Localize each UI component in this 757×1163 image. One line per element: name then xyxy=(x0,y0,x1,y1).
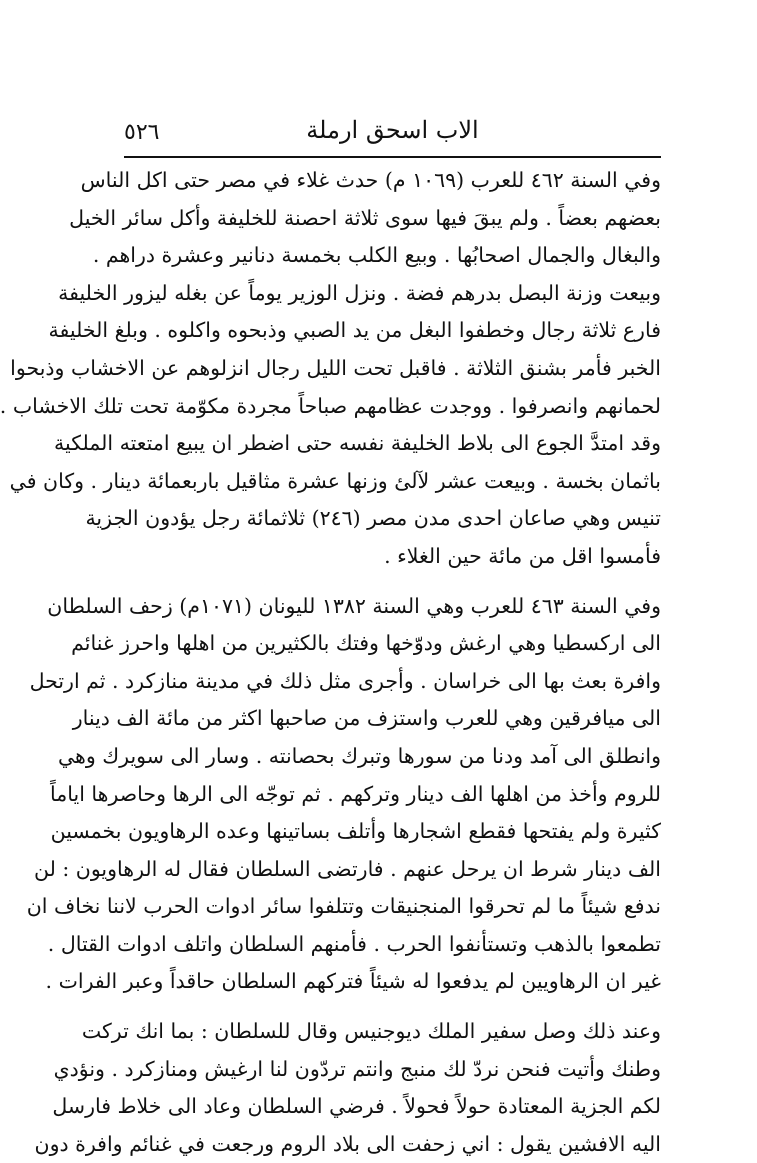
text-line: للروم وأخذ من اهلها الف دينار وتركهم . ثم توجّه الى الرها وحاصرها اياماً xyxy=(50,781,661,806)
text-line: فارع ثلاثة رجال وخطفوا البغل من يد الصبي وذبحوه واكلوه . وبلغ الخليفة xyxy=(48,318,661,343)
text-line: وفي السنة ٤٦٢ للعرب (١٠٦٩ م) حدث غلاء في مصر حتى اكل الناس xyxy=(80,168,661,192)
paragraph xyxy=(34,1013,661,1163)
text-line: وطنك وأتيت فنحن نردّ لك منبج وانتم تردّون لنا ارغيش ومنازكرد . ونؤدي xyxy=(53,1056,661,1081)
text-line: غير ان الرهاويين لم يدفعوا له شيئاً فتركهم السلطان حاقداً وعبر الفرات . xyxy=(45,969,661,994)
text-line: وانطلق الى آمد ودنا من سورها وتبرك بحصانته . وسار الى سويرك وهي xyxy=(57,743,661,768)
running-title: الاب اسحق ارملة xyxy=(306,116,479,144)
text-line: الى اركسطيا وهي ارغش ودوّخها وفتك بالكثيرين من اهلها واحرز غنائم xyxy=(71,631,661,656)
text-line: وقد امتدَّ الجوع الى بلاط الخليفة نفسه حتى اضطر ان يبيع امتعته الملكية xyxy=(54,431,661,456)
text-line: تنيس وهي صاعان احدى مدن مصر (٢٤٦) ثلاثمائة رجل يؤدون الجزية xyxy=(85,506,661,531)
text-line: وعند ذلك وصل سفير الملك ديوجنيس وقال للسلطان : بما انك تركت xyxy=(81,1019,661,1044)
text-line: تطمعوا بالذهب وتستأنفوا الحرب . فأمنهم السلطان واتلف ادوات القتال . xyxy=(47,931,661,956)
page-number: ٥٢٦ xyxy=(124,120,160,145)
text-line: الف دينار شرط ان يرحل عنهم . فارتضى السلطان فقال له الرهاويون : لن xyxy=(34,856,661,881)
paragraph xyxy=(0,162,661,576)
text-line: لحمانهم وانصرفوا . ووجدت عظامهم صباحاً مجردة مكوّمة تحت تلك الاخشاب . xyxy=(0,393,661,418)
text-line: الى ميافرقين وهي للعرب واستزف من صاحبها اكثر من مائة الف دينار xyxy=(72,706,661,731)
text-line: وبيعت وزنة البصل بدرهم فضة . ونزل الوزير يوماً عن بغله ليزور الخليفة xyxy=(58,280,661,305)
page-header xyxy=(124,116,661,150)
text-line: فأمسوا اقل من مائة حين الغلاء . xyxy=(384,543,661,568)
body-text xyxy=(0,162,661,1163)
text-line: وافرة بعث بها الى خراسان . وأجرى مثل ذلك في مدينة منازكرد . ثم ارتحل xyxy=(29,668,661,693)
text-line: باثمان بخسة . وبيعت عشر لآلئ وزنها عشرة مثاقيل باربعمائة دينار . وكان في xyxy=(9,468,661,493)
header-rule xyxy=(124,156,661,158)
text-line: اليه الافشين يقول : اني زحفت الى بلاد الروم ورجعت في غنائم وافرة دون xyxy=(34,1131,661,1156)
text-line: كثيرة ولم يفتحها فقطع اشجارها وأتلف بساتينها وعده الرهاويون بخمسين xyxy=(50,819,661,844)
text-line: وفي السنة ٤٦٣ للعرب وهي السنة ١٣٨٢ لليونان (١٠٧١م) زحف السلطان xyxy=(47,593,661,618)
text-line: الخبر فأمر بشنق الثلاثة . فاقبل تحت الليل رجال انزلوهم عن الاخشاب وذبحوا xyxy=(10,355,661,380)
text-line: بعضهم بعضاً . ولم يبقَ فيها سوى ثلاثة احصنة للخليفة وأكل سائر الخيل xyxy=(69,205,661,230)
text-line: ندفع شيئاً ما لم تحرقوا المنجنيقات وتتلفوا سائر ادوات الحرب لاننا نخاف ان xyxy=(26,894,661,919)
text-line: لكم الجزية المعتادة حولاً فحولاً . فرضي السلطان وعاد الى خلاط فارسل xyxy=(52,1094,661,1119)
paragraph xyxy=(26,588,661,1002)
text-line: والبغال والجمال اصحابُها . وبيع الكلب بخمسة دنانير وعشرة دراهم . xyxy=(92,243,661,268)
